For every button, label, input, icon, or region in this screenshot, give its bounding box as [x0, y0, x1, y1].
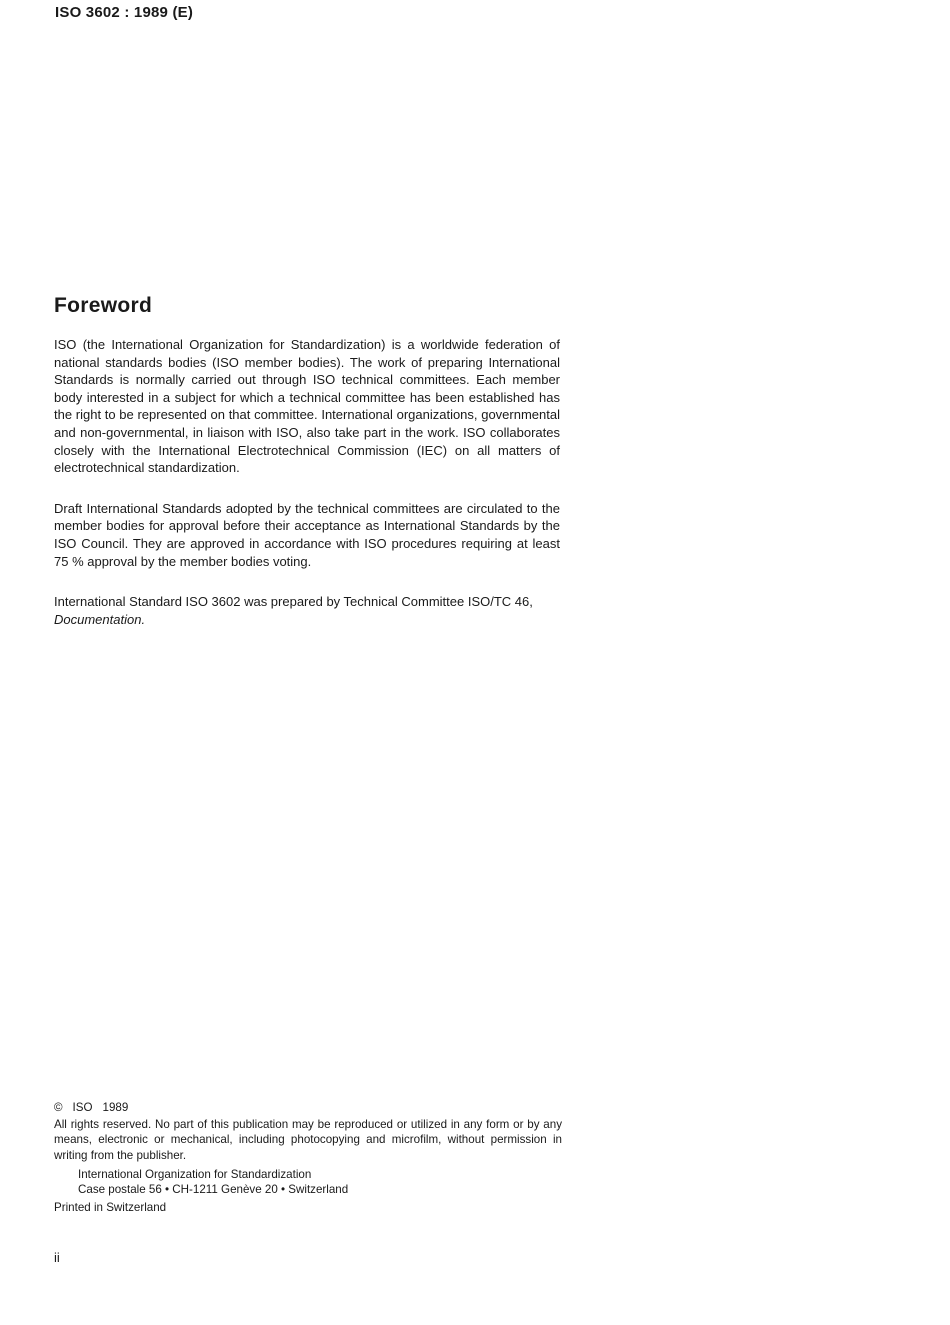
foreword-paragraph-3: [54, 593, 560, 628]
copyright-block: [54, 1100, 562, 1215]
publisher-address: [78, 1167, 562, 1197]
copyright-year: 1989: [102, 1101, 129, 1114]
foreword-title: Foreword: [54, 294, 153, 317]
foreword-body: [54, 336, 560, 651]
printed-in: Printed in Switzerland: [54, 1201, 167, 1215]
copyright-symbol: ©: [54, 1101, 63, 1114]
foreword-paragraph-2: Draft International Standards adopted by the technical committees are circulated to the member bodies for approval before their acceptance as International Standards by the ISO Council. They are approved in accordance with ISO procedures requiring at least 75 % approval by the member bodies voting.: [54, 500, 560, 569]
committee-name: Documentation.: [54, 611, 146, 627]
page-header-standard-ref: ISO 3602 : 1989 (E): [55, 4, 194, 21]
copyright-holder: ISO: [72, 1101, 93, 1114]
prepared-by-text: International Standard ISO 3602 was prepared by Technical Committee ISO/TC 46,: [54, 594, 533, 610]
copyright-line: [54, 1100, 562, 1115]
page-number: ii: [54, 1250, 60, 1265]
publisher-name: International Organization for Standardization: [78, 1167, 312, 1181]
rights-reserved-text: All rights reserved. No part of this publication may be reproduced or utilized in any form or by any means, electronic or mechanical, including photocopying and microfilm, without permission in writing from the publisher.: [54, 1118, 562, 1162]
foreword-paragraph-1: ISO (the International Organization for Standardization) is a worldwide federation of national standards bodies (ISO member bodies). The work of preparing International Standards is normally carried out through ISO technical committees. Each member body interested in a subject for which a technical committee has been established has the right to be represented on that committee. International organizations, governmental and non-governmental, in liaison with ISO, also take part in the work. ISO collaborates closely with the International Electrotechnical Commission (IEC) on all matters of electrotechnical standardization.: [54, 337, 560, 476]
publisher-postal-address: Case postale 56 • CH-1211 Genève 20 • Switzerland: [78, 1183, 349, 1197]
